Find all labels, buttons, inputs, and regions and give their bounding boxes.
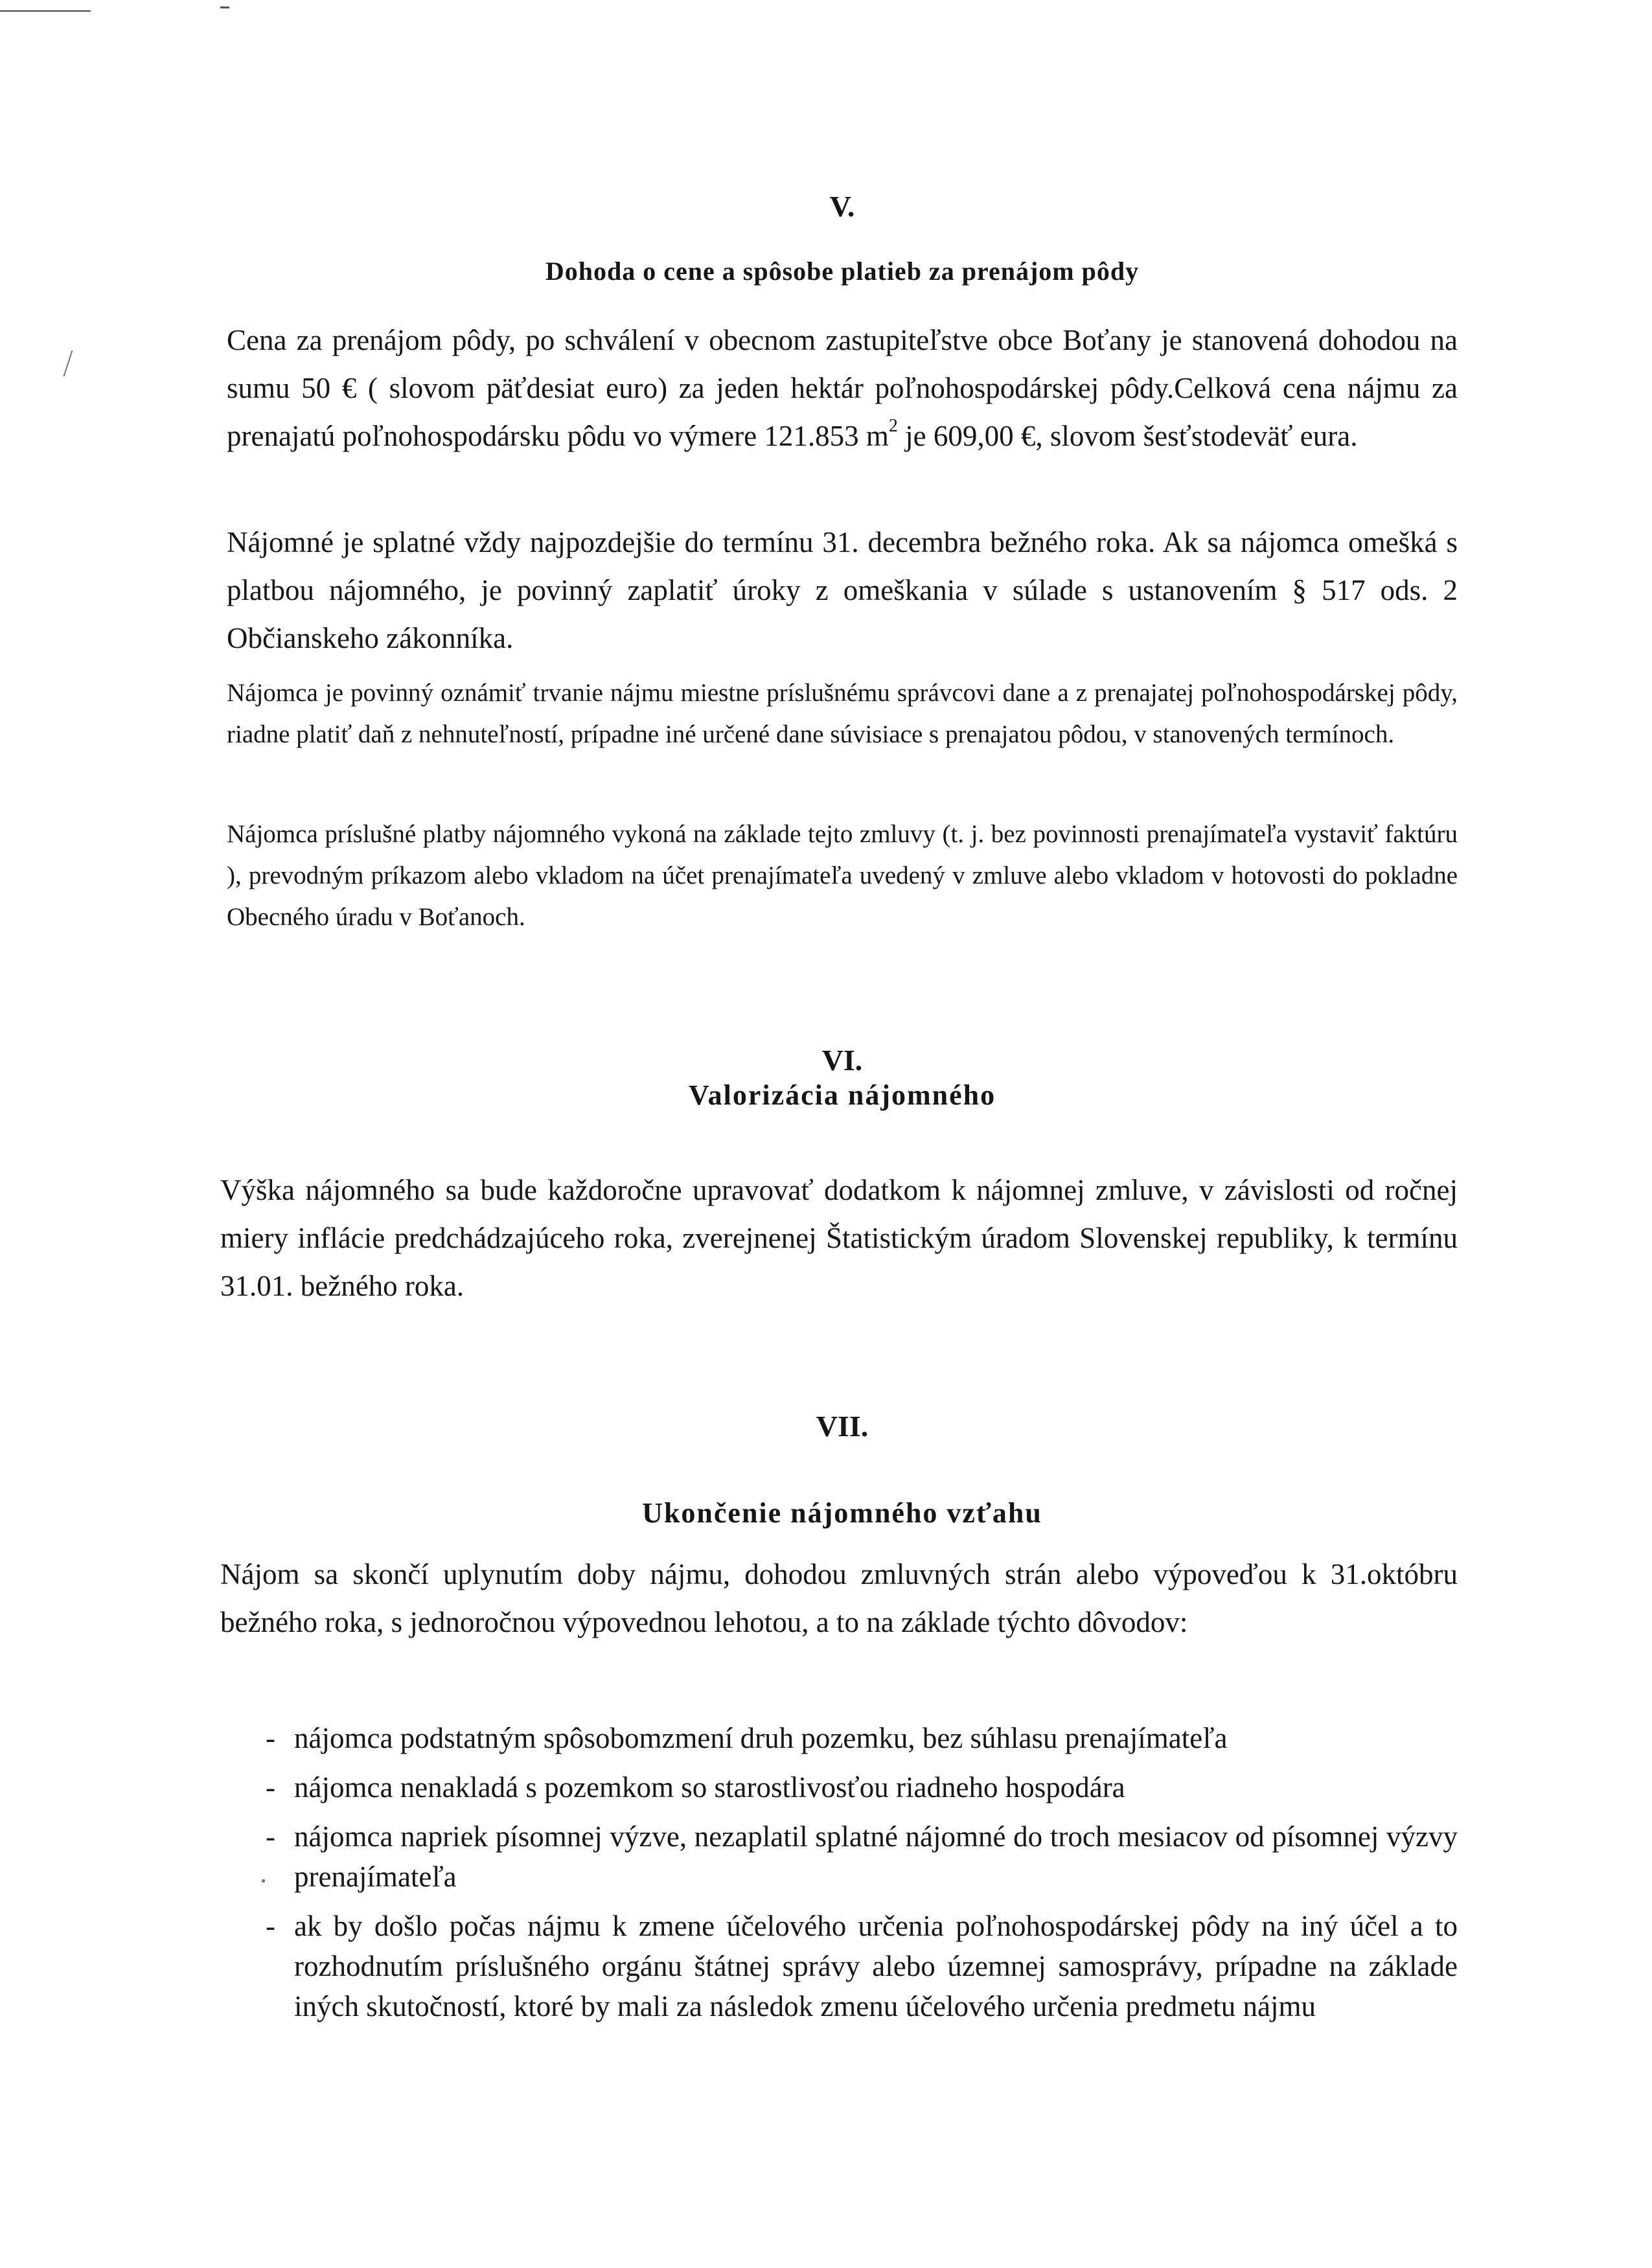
section-6-title: Valorizácia nájomného	[688, 1079, 996, 1111]
list-item	[266, 1767, 1458, 1807]
scan-tick-mark	[220, 6, 229, 8]
list-item	[266, 1906, 1458, 2026]
scan-margin-mark	[63, 350, 73, 377]
bullet-dash: -	[266, 1722, 275, 1754]
list-item	[266, 1718, 1458, 1758]
section-7-title: Ukončenie nájomného vzťahu	[642, 1497, 1042, 1529]
section-5-paragraph-3: Nájomca je povinný oznámiť trvanie nájmu miestne príslušnému správcovi dane a z prenajatej poľnohospodárskej pôdy, riadne platiť daň z nehnuteľností, prípadne iné určené dane súvisiace s prenajatou pôdou, v stanovených termínoch.	[227, 679, 1458, 748]
section-7-number: VII.	[816, 1410, 869, 1443]
bullet-dash: -	[266, 1820, 275, 1853]
price-text: Cena za prenájom pôdy, po schválení v obecnom zastupiteľstve obce Boťany je stanovená dohodou na sumu 50 € ( slovom päťdesiat euro) za jeden hektár poľnohospodárskej pôdy.Celková cena nájmu za prenajatú poľnohospodársku pôdu vo výmere 121.853 m	[227, 324, 1458, 452]
area-unit-exponent: 2	[888, 416, 898, 436]
section-6-number: VI.	[821, 1044, 863, 1077]
section-6-paragraph-1: Výška nájomného sa bude každoročne upravovať dodatkom k nájomnej zmluve, v závislosti od ročnej miery inflácie predchádzajúceho roka, zverejnenej Štatistickým úradom Slovenskej republiky, k termínu 31.01. bežného roka.	[220, 1174, 1458, 1302]
section-5-paragraph-4: Nájomca príslušné platby nájomného vykoná na základe tejto zmluvy (t. j. bez povinnosti prenajímateľa vystaviť faktúru ), prevodným príkazom alebo vkladom na účet prenajímateľa uvedený v zmluve alebo vkladom v hotovosti do pokladne Obecného úradu v Boťanoch.	[227, 820, 1458, 931]
bullet-dash: -	[266, 1910, 275, 1942]
section-5-title: Dohoda o cene a spôsobe platieb za prenájom pôdy	[545, 257, 1140, 286]
list-item-text: ak by došlo počas nájmu k zmene účelového určenia poľnohospodárskej pôdy na iný účel a to rozhodnutím príslušného orgánu štátnej správy alebo územnej samosprávy, prípadne na základe iných skutočností, ktoré by mali za následok zmenu účelového určenia predmetu nájmu	[294, 1910, 1458, 2022]
list-item	[266, 1816, 1458, 1897]
section-5-paragraph-1	[227, 316, 1458, 460]
list-item-text: nájomca napriek písomnej výzve, nezaplatil splatné nájomné do troch mesiacov od písomnej výzvy prenajímateľa	[294, 1820, 1458, 1893]
section-5-number: V.	[829, 190, 855, 223]
list-item-text: nájomca podstatným spôsobomzmení druh pozemku, bez súhlasu prenajímateľa	[294, 1722, 1228, 1754]
list-item-text: nájomca nenakladá s pozemkom so starostlivosťou riadneho hospodára	[294, 1771, 1125, 1804]
price-text-end: je 609,00 €, slovom šesťstodeväť eura.	[897, 420, 1358, 452]
section-7-paragraph-1: Nájom sa skončí uplynutím doby nájmu, dohodou zmluvných strán alebo výpoveďou k 31.októbru bežného roka, s jednoročnou výpovednou lehotou, a to na základe týchto dôvodov:	[220, 1558, 1458, 1638]
scan-dot-mark	[262, 1879, 265, 1883]
section-5-paragraph-2: Nájomné je splatné vždy najpozdejšie do termínu 31. decembra bežného roka. Ak sa nájomca omešká s platbou nájomného, je povinný zaplatiť úroky z omeškania v súlade s ustanovením § 517 ods. 2 Občianskeho zákonníka.	[227, 526, 1458, 654]
termination-reasons-list	[266, 1718, 1458, 2035]
bullet-dash: -	[266, 1771, 275, 1804]
scan-edge-mark	[0, 10, 91, 12]
